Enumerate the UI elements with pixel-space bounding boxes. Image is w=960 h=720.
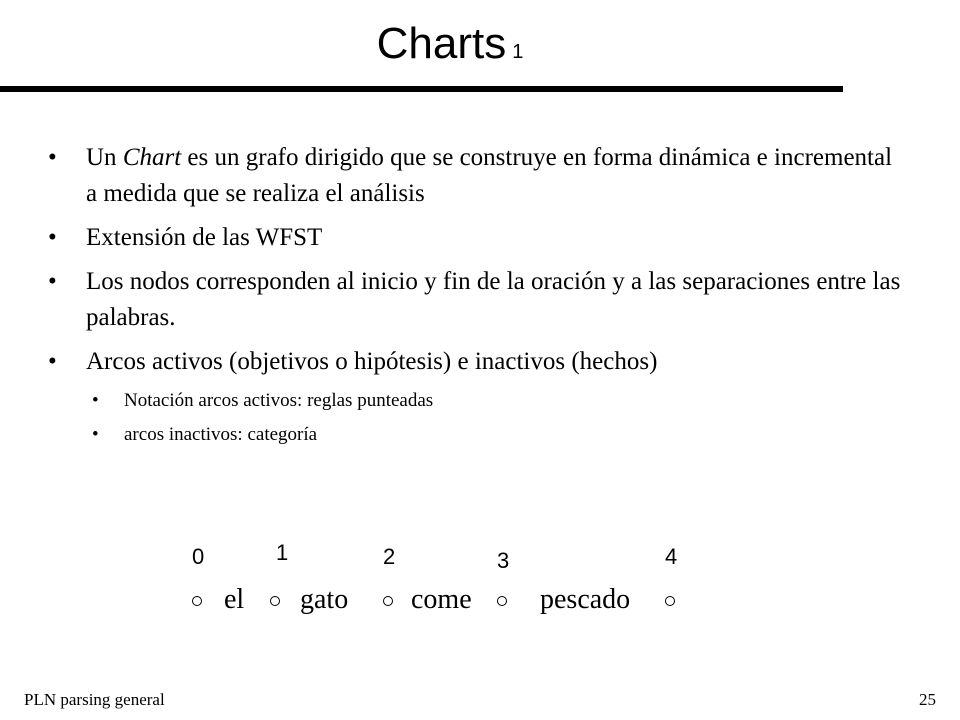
- node-circle: [665, 596, 675, 606]
- bullet-list: [48, 140, 908, 456]
- title-rule: [0, 86, 843, 92]
- title-number: 1: [512, 41, 524, 63]
- node-index: 0: [192, 544, 205, 569]
- bullet-text: Un: [86, 144, 123, 171]
- sub-bullet-item: [92, 422, 908, 448]
- bullet-dot: •: [48, 224, 57, 251]
- node-circle: [192, 596, 202, 606]
- page-number: 25: [919, 690, 936, 709]
- bullet-dot: •: [48, 268, 57, 295]
- node-index: 4: [665, 544, 678, 569]
- footer-label: PLN parsing general: [24, 690, 165, 709]
- node-circle: [383, 596, 393, 606]
- bullet-dot: •: [48, 144, 57, 171]
- bullet-text: Extensión de las WFST: [86, 224, 323, 251]
- bullet-emphasis: Chart: [122, 144, 182, 171]
- sub-bullet-text: Notación arcos activos: reglas punteadas: [124, 390, 434, 411]
- word: pescado: [540, 584, 631, 615]
- bullet-item: [48, 264, 908, 336]
- title-text: Charts: [376, 19, 507, 68]
- bullet-item: [48, 140, 908, 212]
- node-circle: [497, 596, 507, 606]
- bullet-text: Arcos activos (objetivos o hipótesis) e inactivos (hechos): [86, 348, 658, 375]
- page-title: [0, 18, 900, 78]
- chart-diagram: [0, 530, 960, 640]
- sub-bullet-item: [92, 388, 908, 414]
- bullet-item: [48, 344, 908, 380]
- word: gato: [300, 584, 349, 615]
- bullet-text: es un grafo dirigido que se construye en forma dinámica e incremental a medida que se realiza el análisis: [86, 144, 893, 207]
- word: el: [224, 584, 245, 615]
- node-index: 3: [497, 548, 510, 573]
- bullet-dot: •: [92, 424, 99, 445]
- sub-bullet-text: arcos inactivos: categoría: [124, 424, 318, 445]
- node-index: 1: [276, 540, 289, 565]
- bullet-text: Los nodos corresponden al inicio y fin de la oración y a las separaciones entre las palabras.: [86, 268, 901, 331]
- bullet-dot: •: [48, 348, 57, 375]
- node-circle: [270, 596, 280, 606]
- node-index: 2: [383, 544, 396, 569]
- bullet-dot: •: [92, 390, 99, 411]
- word: come: [411, 584, 472, 615]
- bullet-item: [48, 220, 908, 256]
